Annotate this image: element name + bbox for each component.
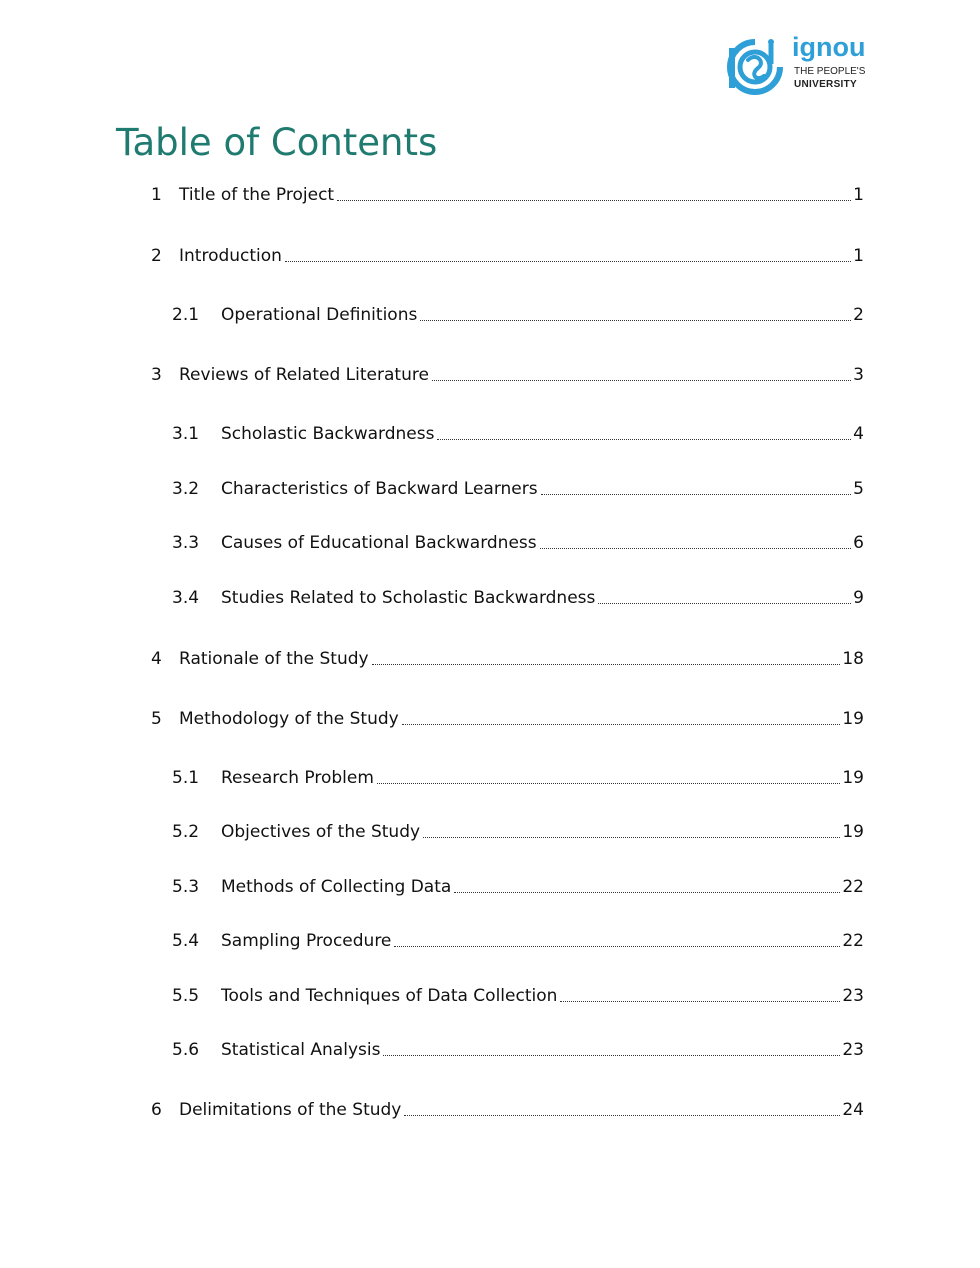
toc-entry-number: 5.5 [172, 986, 200, 1006]
toc-entry-label: Operational Definitions [221, 305, 418, 325]
toc-dot-leader [383, 1054, 840, 1056]
toc-dot-leader [454, 891, 840, 893]
toc-entry-label: Delimitations of the Study [179, 1100, 402, 1120]
toc-entry[interactable] [151, 243, 864, 267]
toc-entry[interactable] [172, 302, 864, 326]
toc-entry-number: 5.2 [172, 822, 200, 842]
toc-entry-label: Tools and Techniques of Data Collection [221, 986, 558, 1006]
toc-dot-leader [394, 945, 840, 947]
toc-entry-page-number: 19 [842, 822, 864, 842]
toc-entry[interactable] [151, 1097, 864, 1121]
toc-entry-label: Scholastic Backwardness [221, 424, 435, 444]
toc-entry-number: 4 [151, 649, 162, 669]
toc-entry-page-number: 4 [853, 424, 864, 444]
toc-dot-leader [432, 379, 851, 381]
toc-entry-number: 3.1 [172, 424, 200, 444]
toc-dot-leader [285, 260, 851, 262]
toc-dot-leader [598, 602, 851, 604]
toc-dot-leader [377, 782, 840, 784]
toc-entry-page-number: 1 [853, 246, 864, 266]
toc-entry-label: Introduction [179, 246, 282, 266]
ignou-logo [724, 32, 874, 98]
toc-entry-number: 2 [151, 246, 162, 266]
toc-dot-leader [404, 1114, 840, 1116]
toc-dot-leader [540, 547, 852, 549]
toc-entry[interactable] [172, 819, 864, 843]
toc-dot-leader [437, 438, 851, 440]
toc-entry-label: Statistical Analysis [221, 1040, 381, 1060]
toc-entry-number: 5.6 [172, 1040, 200, 1060]
toc-entry-page-number: 2 [853, 305, 864, 325]
toc-entry-number: 5.3 [172, 877, 200, 897]
toc-entry[interactable] [172, 1037, 864, 1061]
logo-wordmark: ignou [792, 32, 866, 62]
toc-entry-page-number: 19 [842, 709, 864, 729]
toc-dot-leader [337, 199, 851, 201]
logo-tagline-top: THE PEOPLE'S [794, 66, 866, 77]
toc-entry[interactable] [172, 476, 864, 500]
toc-entry-label: Title of the Project [179, 185, 335, 205]
toc-dot-leader [402, 723, 841, 725]
toc-entry-page-number: 6 [853, 533, 864, 553]
toc-entry-number: 2.1 [172, 305, 200, 325]
toc-entry-label: Studies Related to Scholastic Backwardness [221, 588, 596, 608]
toc-entry-number: 3 [151, 365, 162, 385]
toc-entry[interactable] [172, 530, 864, 554]
ignou-emblem-icon [724, 38, 786, 96]
page-title: Table of Contents [116, 121, 438, 164]
toc-entry-page-number: 5 [853, 479, 864, 499]
toc-entry-number: 5 [151, 709, 162, 729]
toc-entry-page-number: 22 [842, 931, 864, 951]
toc-entry-page-number: 23 [842, 986, 864, 1006]
toc-entry[interactable] [172, 765, 864, 789]
toc-entry-page-number: 22 [842, 877, 864, 897]
toc-entry-label: Objectives of the Study [221, 822, 421, 842]
toc-entry-label: Sampling Procedure [221, 931, 392, 951]
toc-dot-leader [541, 493, 852, 495]
toc-dot-leader [372, 663, 841, 665]
toc-entry-number: 6 [151, 1100, 162, 1120]
toc-entry-label: Methods of Collecting Data [221, 877, 452, 897]
toc-entry[interactable] [151, 362, 864, 386]
toc-entry-page-number: 1 [853, 185, 864, 205]
toc-entry-page-number: 23 [842, 1040, 864, 1060]
toc-entry-number: 3.4 [172, 588, 200, 608]
toc-entry[interactable] [151, 706, 864, 730]
toc-entry-page-number: 18 [842, 649, 864, 669]
toc-dot-leader [423, 836, 840, 838]
toc-entry-label: Characteristics of Backward Learners [221, 479, 538, 499]
logo-tagline-bottom: UNIVERSITY [794, 79, 858, 90]
toc-dot-leader [420, 319, 851, 321]
toc-entry[interactable] [172, 421, 864, 445]
toc-entry[interactable] [172, 928, 864, 952]
toc-entry-label: Rationale of the Study [179, 649, 369, 669]
toc-entry-number: 5.4 [172, 931, 200, 951]
toc-entry-number: 1 [151, 185, 162, 205]
toc-entry-label: Causes of Educational Backwardness [221, 533, 537, 553]
toc-entry[interactable] [151, 646, 864, 670]
toc-entry-page-number: 9 [853, 588, 864, 608]
toc-entry-number: 3.3 [172, 533, 200, 553]
toc-entry-label: Reviews of Related Literature [179, 365, 429, 385]
toc-entry-number: 5.1 [172, 768, 200, 788]
toc-dot-leader [560, 1000, 840, 1002]
toc-entry-label: Research Problem [221, 768, 374, 788]
toc-entry-label: Methodology of the Study [179, 709, 399, 729]
toc-entry-page-number: 19 [842, 768, 864, 788]
toc-entry[interactable] [172, 874, 864, 898]
toc-entry[interactable] [172, 585, 864, 609]
toc-entry[interactable] [151, 182, 864, 206]
toc-entry-number: 3.2 [172, 479, 200, 499]
toc-entry-page-number: 3 [853, 365, 864, 385]
toc-entry[interactable] [172, 983, 864, 1007]
toc-entry-page-number: 24 [842, 1100, 864, 1120]
